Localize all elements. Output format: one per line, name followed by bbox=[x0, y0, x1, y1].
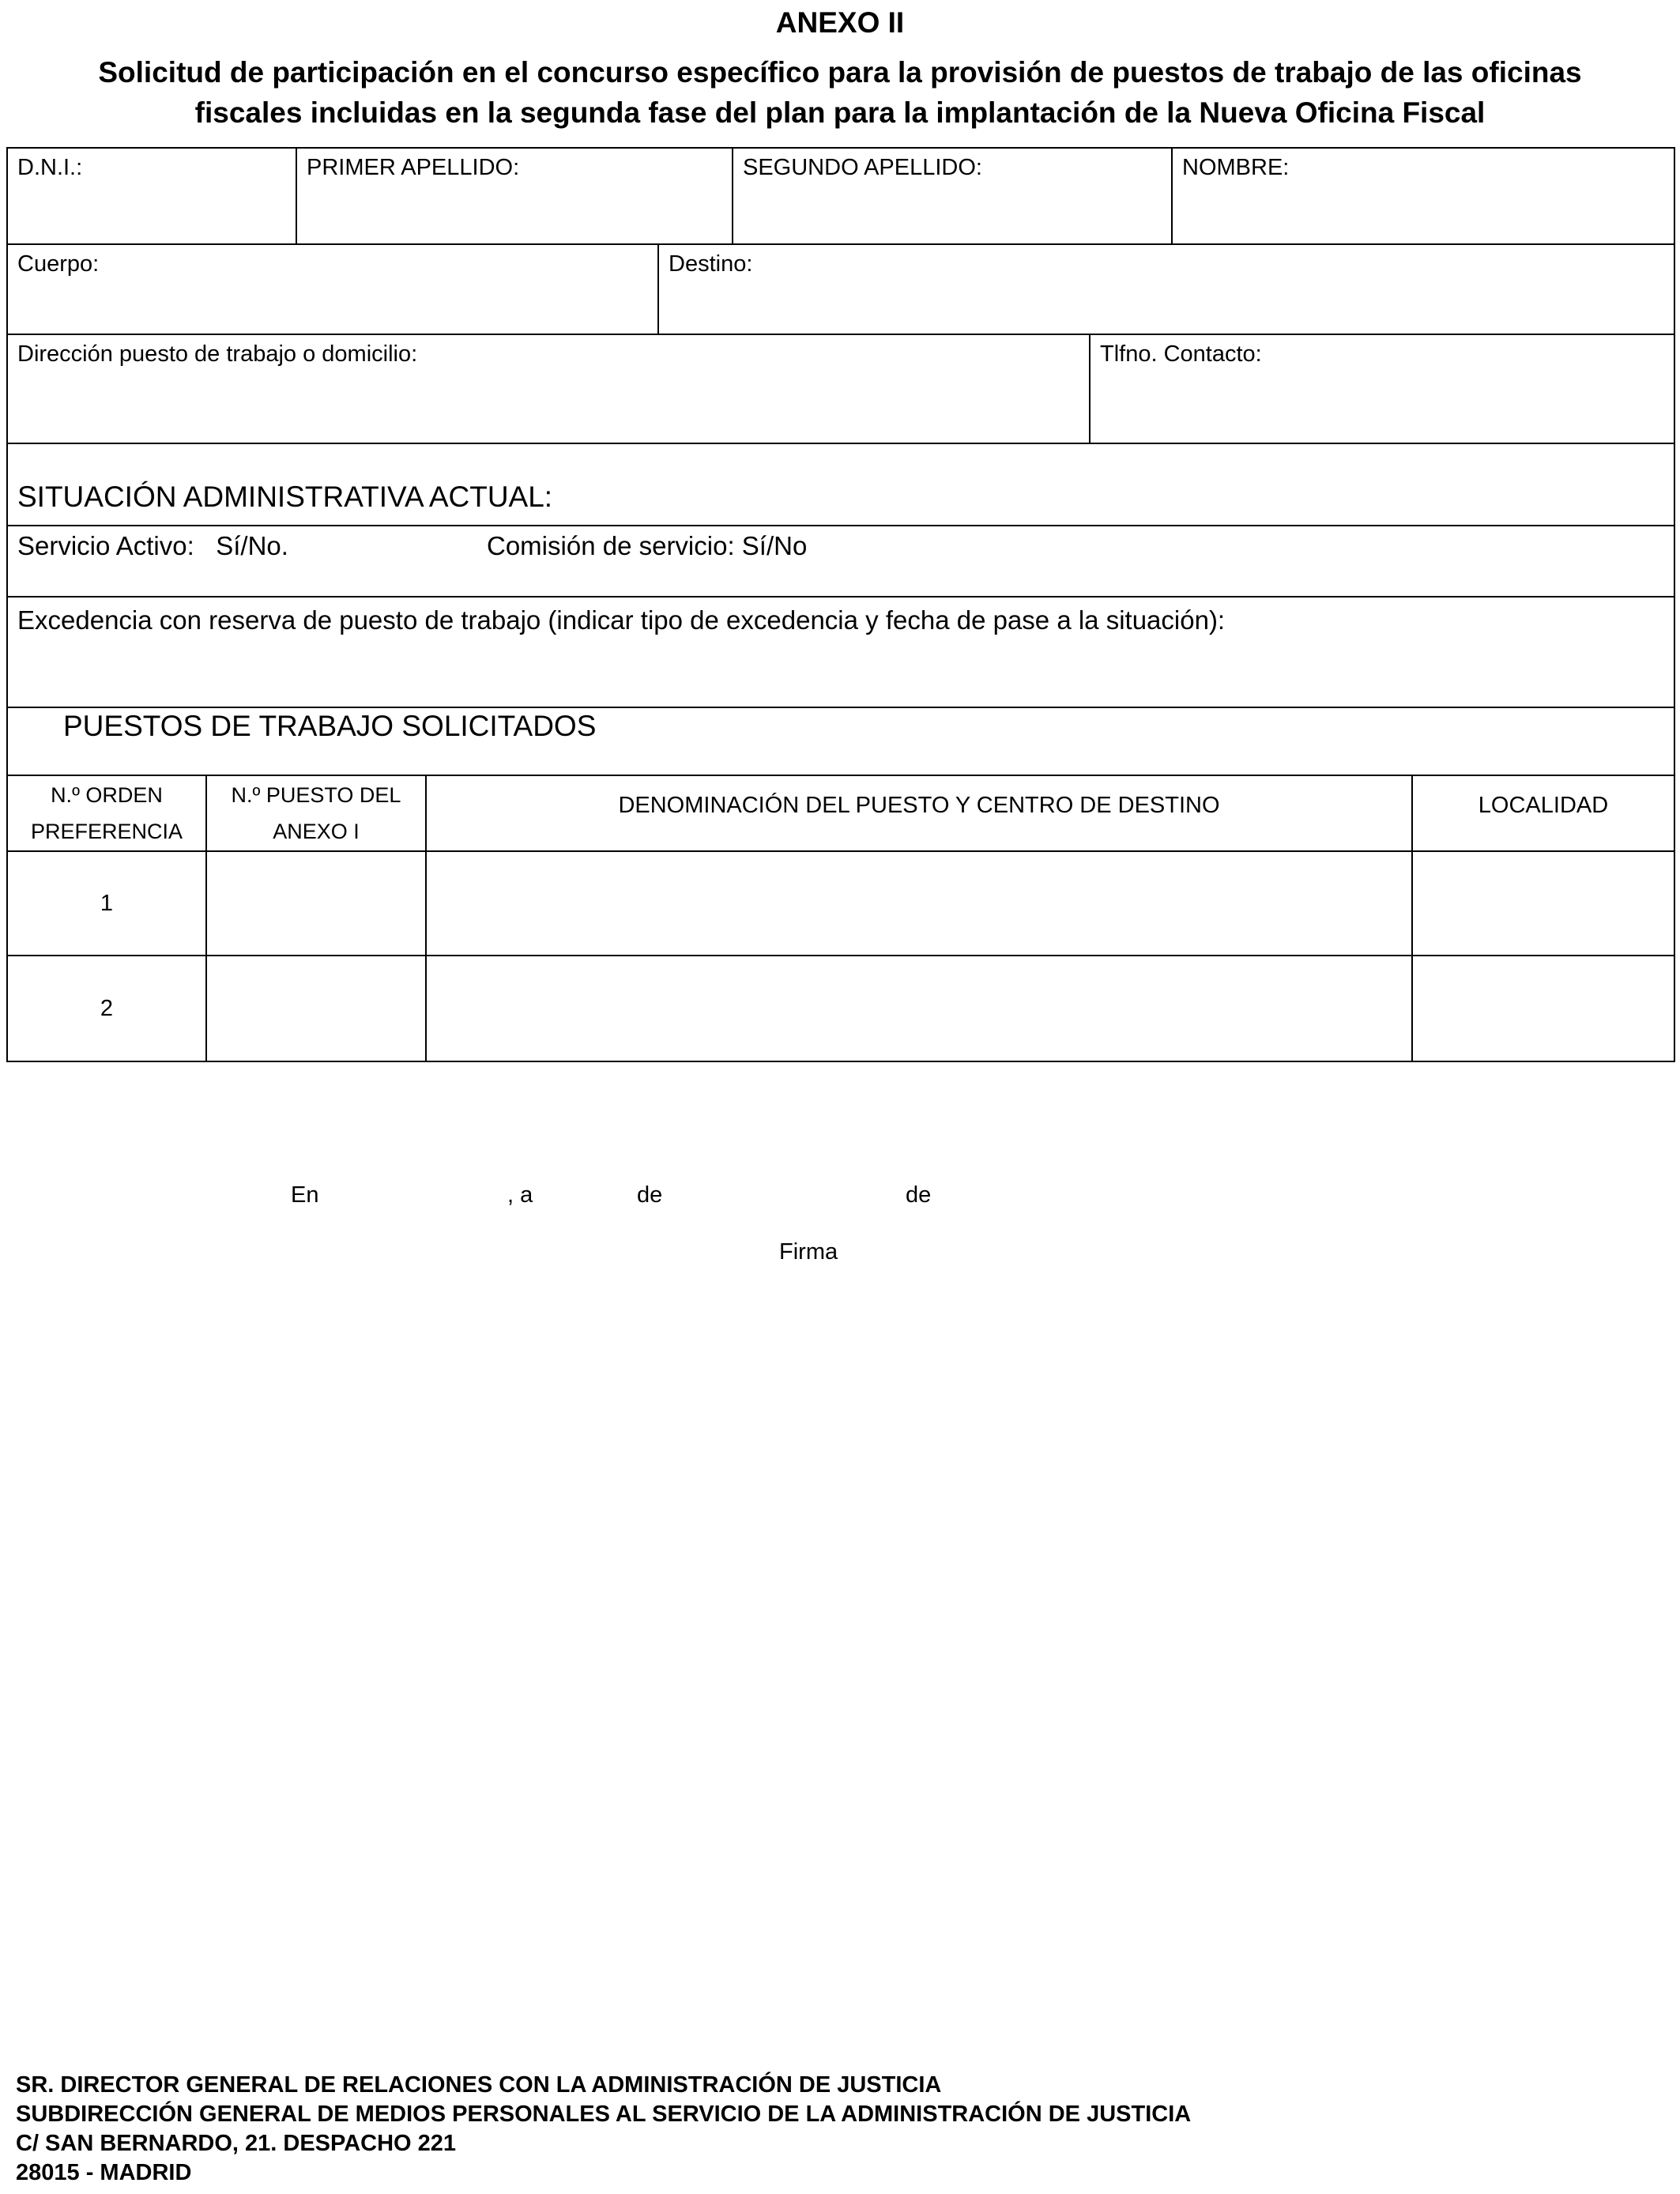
primer-apellido-field[interactable] bbox=[296, 149, 732, 243]
segundo-apellido-field[interactable] bbox=[732, 149, 1171, 243]
personal-data-form bbox=[6, 147, 1675, 708]
telefono-field[interactable] bbox=[1089, 334, 1674, 443]
row-2-number: 2 bbox=[100, 995, 114, 1021]
cuerpo-field[interactable] bbox=[8, 243, 657, 334]
document-subtitle bbox=[32, 52, 1648, 133]
destino-field[interactable] bbox=[657, 243, 1674, 334]
table-row-1-localidad-cell[interactable] bbox=[1411, 850, 1674, 955]
footer-line-2: SUBDIRECCIÓN GENERAL DE MEDIOS PERSONALES AL SERVICIO DE LA ADMINISTRACIÓN DE JUSTICIA bbox=[16, 2102, 1192, 2127]
cuerpo-label: Cuerpo: bbox=[17, 251, 100, 277]
signature-firma: Firma bbox=[779, 1239, 838, 1265]
table-row-2-denominacion-cell[interactable] bbox=[425, 955, 1411, 1061]
signature-de-1: de bbox=[637, 1182, 663, 1208]
row-1-number: 1 bbox=[100, 890, 114, 916]
signature-de-2: de bbox=[906, 1182, 932, 1208]
table-row-2-localidad-cell[interactable] bbox=[1411, 955, 1674, 1061]
footer-line-1: SR. DIRECTOR GENERAL DE RELACIONES CON LA ADMINISTRACIÓN DE JUSTICIA bbox=[16, 2072, 942, 2098]
situacion-section bbox=[8, 443, 1674, 525]
footer-line-3: C/ SAN BERNARDO, 21. DESPACHO 221 bbox=[16, 2131, 457, 2156]
subtitle-line-2: fiscales incluidas en la segunda fase del plan para la implantación de la Nueva Oficina Fiscal bbox=[194, 96, 1486, 129]
telefono-label: Tlfno. Contacto: bbox=[1100, 341, 1262, 367]
nombre-field[interactable] bbox=[1171, 149, 1674, 243]
col-header-puesto bbox=[205, 775, 425, 850]
dni-label: D.N.I.: bbox=[17, 155, 83, 180]
table-row-1-puesto-cell[interactable] bbox=[205, 850, 425, 955]
col-header-orden-line2: PREFERENCIA bbox=[30, 820, 183, 843]
col-header-orden bbox=[8, 775, 205, 850]
signature-a: , a bbox=[507, 1182, 533, 1208]
col-header-orden-line1: N.º ORDEN bbox=[51, 783, 163, 807]
table-row-2-orden bbox=[8, 955, 205, 1061]
table-row-2-puesto-cell[interactable] bbox=[205, 955, 425, 1061]
footer-line-4: 28015 - MADRID bbox=[16, 2160, 192, 2185]
table-row-1-orden bbox=[8, 850, 205, 955]
excedencia-field[interactable] bbox=[8, 596, 1674, 707]
col-header-puesto-line2: ANEXO I bbox=[273, 820, 360, 843]
situacion-heading: SITUACIÓN ADMINISTRATIVA ACTUAL: bbox=[17, 481, 553, 513]
direccion-field[interactable] bbox=[8, 334, 1089, 443]
subtitle-line-1: Solicitud de participación en el concurso específico para la provisión de puestos de trabajo de las oficinas bbox=[98, 56, 1582, 89]
nombre-label: NOMBRE: bbox=[1182, 155, 1290, 180]
dni-field[interactable] bbox=[8, 149, 296, 243]
excedencia-label: Excedencia con reserva de puesto de trabajo (indicar tipo de excedencia y fecha de pase a la situación): bbox=[17, 605, 1226, 635]
col-header-puesto-line1: N.º PUESTO DEL bbox=[231, 783, 401, 807]
puestos-heading-row bbox=[8, 708, 1674, 775]
col-header-localidad bbox=[1411, 775, 1674, 850]
puestos-table bbox=[6, 707, 1675, 1062]
col-header-denominacion bbox=[425, 775, 1411, 850]
servicio-activo-text: Servicio Activo: Sí/No. bbox=[17, 531, 288, 560]
col-header-denominacion-label: DENOMINACIÓN DEL PUESTO Y CENTRO DE DESTINO bbox=[618, 793, 1220, 818]
comision-servicio-text: Comisión de servicio: Sí/No bbox=[487, 531, 808, 560]
primer-apellido-label: PRIMER APELLIDO: bbox=[307, 155, 520, 180]
col-header-localidad-label: LOCALIDAD bbox=[1478, 793, 1609, 818]
puestos-heading: PUESTOS DE TRABAJO SOLICITADOS bbox=[63, 710, 597, 742]
direccion-label: Dirección puesto de trabajo o domicilio: bbox=[17, 341, 418, 367]
table-row-1-denominacion-cell[interactable] bbox=[425, 850, 1411, 955]
segundo-apellido-label: SEGUNDO APELLIDO: bbox=[743, 155, 982, 180]
document-title: ANEXO II bbox=[775, 6, 905, 39]
recipient-address bbox=[16, 2071, 1191, 2188]
destino-label: Destino: bbox=[669, 251, 753, 277]
signature-en: En bbox=[291, 1182, 319, 1208]
servicio-row[interactable] bbox=[8, 525, 1674, 596]
